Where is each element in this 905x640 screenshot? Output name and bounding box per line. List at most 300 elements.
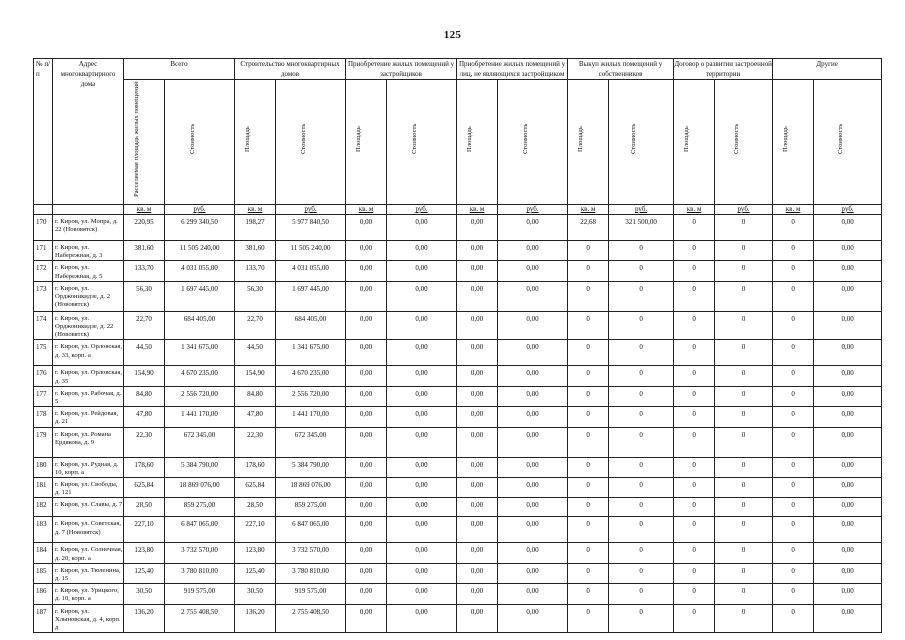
cell-cost: 0,00 [498,563,568,583]
cell-area: 0,00 [346,498,387,517]
cell-cost: 0,00 [814,340,882,366]
cell-cost: 0,00 [498,215,568,241]
row-address: г. Киров, ул. Набережная, д. 5 [53,261,124,281]
cell-area: 0 [568,543,609,563]
subheader-label: Стоимость [732,123,740,155]
cell-cost: 5 384 790,00 [276,457,346,477]
cell-cost: 0 [609,311,674,340]
table-row [34,340,882,366]
table-row [34,427,882,457]
subheader-label: Площадь [466,126,474,152]
table-row [34,386,882,406]
table-row [34,498,882,517]
cell-area: 0,00 [346,407,387,427]
cell-cost: 0,00 [498,281,568,311]
row-number: 170 [34,215,53,241]
row-number: 184 [34,543,53,563]
row-address: г. Киров, ул. Орловская, д. 33, корп. а [53,340,124,366]
cell-area: 0 [568,517,609,543]
cell-cost: 0 [715,340,773,366]
cell-area: 0 [773,407,814,427]
cell-area: 0,00 [457,215,498,241]
cell-area: 0 [773,427,814,457]
cell-area: 0 [674,584,715,604]
cell-area: 28,50 [235,498,276,517]
cell-area: 0 [674,311,715,340]
cell-area: 0,00 [346,517,387,543]
cell-cost: 0 [715,498,773,517]
cell-cost: 0 [715,427,773,457]
table-row [34,407,882,427]
cell-cost: 0,00 [814,478,882,498]
unit-label: руб. [814,205,882,215]
cell-area: 0,00 [457,407,498,427]
cell-cost: 0 [609,366,674,386]
cell-area: 227,10 [235,517,276,543]
cell-area: 0,00 [346,457,387,477]
row-address: г. Киров, ул. Свободы, д. 121 [53,478,124,498]
cell-area: 0 [674,517,715,543]
row-number: 182 [34,498,53,517]
row-address: г. Киров, ул. Солнечная, д. 20, корп. а [53,543,124,563]
cell-area: 0 [773,311,814,340]
cell-cost: 1 697 445,00 [165,281,235,311]
cell-cost: 0,00 [814,543,882,563]
cell-cost: 0,00 [814,584,882,604]
table-row [34,281,882,311]
cell-area: 0 [568,241,609,261]
cell-cost: 0 [609,340,674,366]
row-address: г. Киров, ул. Набережная, д. 3 [53,241,124,261]
subheader-label: Стоимость [630,123,638,155]
cell-area: 0,00 [457,427,498,457]
cell-area: 22,30 [235,427,276,457]
cell-area: 0 [773,563,814,583]
cell-area: 0 [674,563,715,583]
header-group-total: Всего [124,59,235,80]
row-address: г. Киров, ул. Славы, д. 7 [53,498,124,517]
unit-label: руб. [276,205,346,215]
table-row [34,241,882,261]
cell-area: 0,00 [346,366,387,386]
subheader-area [346,80,387,205]
table-row [34,261,882,281]
cell-cost: 1 341 675,00 [165,340,235,366]
cell-cost: 3 780 810,00 [165,563,235,583]
table-row [34,366,882,386]
cell-cost: 0,00 [498,261,568,281]
cell-cost: 0,00 [814,215,882,241]
cell-cost: 4 670 235,00 [276,366,346,386]
cell-cost: 0 [715,604,773,633]
cell-cost: 0 [715,311,773,340]
cell-area: 178,60 [124,457,165,477]
cell-cost: 3 732 570,00 [165,543,235,563]
cell-area: 44,50 [124,340,165,366]
row-address: г. Киров, ул. Рудная, д. 10, корп. а [53,457,124,477]
row-number: 178 [34,407,53,427]
cell-area: 0 [568,457,609,477]
table-row [34,457,882,477]
cell-area: 0 [568,366,609,386]
cell-cost: 0 [715,517,773,543]
units-blank [34,205,53,215]
cell-cost: 0,00 [387,543,457,563]
row-number: 185 [34,563,53,583]
cell-cost: 0,00 [387,427,457,457]
cell-area: 0 [568,584,609,604]
subheader-label: Площадь [355,126,363,152]
row-address: г. Киров, ул. Романа Ердякова, д. 9 [53,427,124,457]
header-group-buyout-owners: Выкуп жилых помещений у собственников [568,59,674,80]
cell-area: 0,00 [346,584,387,604]
cell-cost: 0 [715,407,773,427]
cell-cost: 0,00 [498,427,568,457]
cell-cost: 0,00 [387,478,457,498]
cell-cost: 5 384 790,00 [165,457,235,477]
cell-area: 123,80 [124,543,165,563]
cell-cost: 0,00 [498,457,568,477]
cell-cost: 0,00 [814,563,882,583]
cell-area: 0 [674,386,715,406]
row-number: 176 [34,366,53,386]
cell-area: 0,00 [346,478,387,498]
cell-cost: 0,00 [387,563,457,583]
cell-area: 0 [773,281,814,311]
resettlement-table [33,58,882,633]
cell-cost: 0,00 [498,543,568,563]
cell-area: 0,00 [346,543,387,563]
cell-cost: 684 405,00 [165,311,235,340]
subheader-cost [609,80,674,205]
row-address: г. Киров, ул. Советская, д. 7 (Нововятск) [53,517,124,543]
cell-cost: 11 505 240,00 [165,241,235,261]
cell-area: 28,50 [124,498,165,517]
cell-area: 381,60 [124,241,165,261]
cell-area: 0,00 [457,340,498,366]
row-address: г. Киров, ул. Орловская, д. 35 [53,366,124,386]
cell-area: 0 [773,604,814,633]
cell-area: 0,00 [457,604,498,633]
cell-cost: 5 977 840,50 [276,215,346,241]
row-number: 181 [34,478,53,498]
cell-area: 0 [674,427,715,457]
subheader-area [674,80,715,205]
cell-cost: 0,00 [387,604,457,633]
cell-area: 30,50 [235,584,276,604]
cell-cost: 0,00 [498,386,568,406]
cell-area: 0 [568,427,609,457]
cell-cost: 0,00 [498,584,568,604]
row-address: г. Киров, ул. Тюленина, д. 15 [53,563,124,583]
cell-cost: 0 [609,498,674,517]
cell-cost: 0 [609,457,674,477]
cell-cost: 4 031 055,00 [276,261,346,281]
cell-cost: 1 697 445,00 [276,281,346,311]
cell-area: 0 [773,215,814,241]
subheader-cost [387,80,457,205]
cell-area: 0,00 [346,281,387,311]
table-row [34,584,882,604]
cell-cost: 0 [715,457,773,477]
cell-cost: 6 847 065,00 [165,517,235,543]
cell-area: 0 [674,478,715,498]
row-number: 173 [34,281,53,311]
cell-cost: 0,00 [387,498,457,517]
cell-area: 47,80 [235,407,276,427]
cell-area: 0 [674,498,715,517]
cell-area: 0 [674,261,715,281]
cell-cost: 919 575,00 [276,584,346,604]
page-number: 125 [443,29,462,41]
cell-area: 56,30 [124,281,165,311]
cell-cost: 0,00 [498,517,568,543]
unit-label: кв. м [674,205,715,215]
cell-area: 381,60 [235,241,276,261]
cell-area: 0 [773,543,814,563]
cell-area: 136,20 [235,604,276,633]
subheader-label: Стоимость [299,123,307,155]
cell-area: 22,70 [124,311,165,340]
cell-area: 0 [674,604,715,633]
cell-area: 0,00 [457,478,498,498]
row-number: 187 [34,604,53,633]
row-number: 177 [34,386,53,406]
cell-cost: 0,00 [814,241,882,261]
unit-label: руб. [609,205,674,215]
cell-area: 154,90 [124,366,165,386]
cell-cost: 0 [609,563,674,583]
cell-area: 0,00 [346,386,387,406]
cell-cost: 0,00 [814,407,882,427]
subheader-area [457,80,498,205]
table-row [34,517,882,543]
cell-area: 0 [568,261,609,281]
cell-cost: 0,00 [387,386,457,406]
cell-cost: 672 345,00 [165,427,235,457]
subheader-label: Стоимость [188,123,196,155]
cell-area: 84,80 [235,386,276,406]
cell-area: 123,80 [235,543,276,563]
cell-area: 0 [773,241,814,261]
cell-cost: 11 505 240,00 [276,241,346,261]
cell-cost: 2 556 720,00 [165,386,235,406]
table-row [34,604,882,633]
cell-cost: 0,00 [498,311,568,340]
cell-area: 0,00 [457,261,498,281]
cell-cost: 2 755 408,50 [276,604,346,633]
cell-area: 125,40 [124,563,165,583]
cell-cost: 1 441 170,00 [276,407,346,427]
cell-area: 133,70 [124,261,165,281]
cell-area: 0,00 [457,386,498,406]
unit-label: кв. м [568,205,609,215]
cell-area: 0 [773,261,814,281]
unit-label: кв. м [773,205,814,215]
cell-area: 0 [773,386,814,406]
cell-cost: 0,00 [387,584,457,604]
cell-area: 0 [568,340,609,366]
cell-cost: 4 670 235,00 [165,366,235,386]
cell-cost: 0,00 [814,517,882,543]
cell-cost: 0,00 [387,215,457,241]
cell-area: 0 [674,215,715,241]
cell-area: 0 [773,340,814,366]
cell-cost: 0 [609,281,674,311]
cell-cost: 0,00 [387,340,457,366]
cell-cost: 0,00 [814,386,882,406]
subheader-cost [715,80,773,205]
cell-area: 22,30 [124,427,165,457]
cell-cost: 0 [715,478,773,498]
subheader-area [124,80,165,205]
row-number: 183 [34,517,53,543]
cell-area: 56,30 [235,281,276,311]
cell-cost: 0 [715,386,773,406]
row-address: г. Киров, ул. Рейдовая, д. 21 [53,407,124,427]
cell-area: 22,68 [568,215,609,241]
cell-area: 0 [773,478,814,498]
cell-cost: 0 [609,386,674,406]
cell-area: 30,50 [124,584,165,604]
cell-cost: 0 [609,261,674,281]
subheader-area [568,80,609,205]
row-address: г. Киров, ул. Урицкого, д. 10, корп. а [53,584,124,604]
row-number: 175 [34,340,53,366]
cell-cost: 0,00 [498,241,568,261]
cell-area: 22,70 [235,311,276,340]
cell-cost: 2 755 408,50 [165,604,235,633]
cell-cost: 0 [609,604,674,633]
subheader-label: Площадь [683,126,691,152]
unit-label: руб. [498,205,568,215]
row-number: 186 [34,584,53,604]
subheader-label: Площадь [244,126,252,152]
cell-area: 0 [773,584,814,604]
unit-label: кв. м [457,205,498,215]
subheader-label: Стоимость [410,123,418,155]
cell-cost: 0,00 [498,604,568,633]
cell-area: 0,00 [457,311,498,340]
table-row [34,543,882,563]
subheader-label: Расселяемая площадь жилых помещений [133,81,140,197]
cell-cost: 684 405,00 [276,311,346,340]
cell-cost: 18 869 076,00 [165,478,235,498]
subheader-label: Стоимость [836,123,844,155]
header-group-other: Другие [773,59,882,80]
subheader-cost [276,80,346,205]
unit-label: руб. [165,205,235,215]
cell-cost: 0 [715,563,773,583]
cell-area: 0 [773,457,814,477]
cell-cost: 1 441 170,00 [165,407,235,427]
row-number: 171 [34,241,53,261]
cell-cost: 859 275,00 [165,498,235,517]
cell-area: 0 [674,407,715,427]
cell-cost: 0,00 [387,311,457,340]
row-address: г. Киров, ул. Мопра, д. 22 (Нововятск) [53,215,124,241]
subheader-area [773,80,814,205]
cell-area: 0 [674,543,715,563]
cell-area: 0,00 [346,563,387,583]
cell-cost: 0 [609,517,674,543]
cell-cost: 0 [609,427,674,457]
cell-area: 227,10 [124,517,165,543]
cell-area: 0,00 [346,604,387,633]
cell-cost: 0 [609,584,674,604]
table-row [34,311,882,340]
cell-cost: 0,00 [387,517,457,543]
table-row [34,478,882,498]
subheader-label: Площадь [577,126,585,152]
cell-area: 0,00 [457,366,498,386]
subheader-cost [498,80,568,205]
cell-cost: 0 [715,543,773,563]
header-address: Адрес многоквартирного дома [53,59,124,205]
cell-cost: 0,00 [814,366,882,386]
cell-cost: 4 031 055,00 [165,261,235,281]
row-address: г. Киров, ул. Хлыновская, д. 4, корп. д [53,604,124,633]
cell-area: 0,00 [457,584,498,604]
cell-area: 625,84 [235,478,276,498]
cell-cost: 0,00 [387,407,457,427]
cell-area: 0,00 [457,563,498,583]
header-no: № п/п [34,59,53,205]
header-group-territory-development: Договор о развитии застроенной территории [674,60,772,78]
cell-cost: 0,00 [814,498,882,517]
cell-cost: 0 [715,215,773,241]
cell-cost: 6 847 065,00 [276,517,346,543]
subheader-area [235,80,276,205]
cell-cost: 0,00 [498,366,568,386]
cell-area: 0,00 [457,517,498,543]
subheader-cost [165,80,235,205]
cell-area: 0 [568,281,609,311]
cell-cost: 0 [715,241,773,261]
cell-area: 136,20 [124,604,165,633]
header-group-purchase-developers: Приобретение жилых помещений у застройщиков [346,59,457,80]
cell-area: 44,50 [235,340,276,366]
cell-cost: 0,00 [498,498,568,517]
cell-area: 0 [773,366,814,386]
cell-area: 0 [674,457,715,477]
cell-cost: 3 732 570,00 [276,543,346,563]
cell-cost: 0 [609,543,674,563]
cell-area: 0 [568,407,609,427]
row-address: г. Киров, ул. Орджоникидзе, д. 2 (Нововятск) [53,281,124,311]
header-group-row [34,59,882,80]
cell-area: 625,84 [124,478,165,498]
unit-label: руб. [715,205,773,215]
row-number: 174 [34,311,53,340]
cell-area: 0,00 [346,340,387,366]
cell-cost: 0,00 [387,366,457,386]
cell-cost: 0 [609,407,674,427]
subheader-cost [814,80,882,205]
row-number: 180 [34,457,53,477]
cell-area: 154,90 [235,366,276,386]
cell-cost: 0,00 [814,261,882,281]
cell-area: 47,80 [124,407,165,427]
cell-area: 0 [773,517,814,543]
cell-area: 0 [568,498,609,517]
cell-area: 0 [568,386,609,406]
header-sub-row [34,80,882,205]
cell-cost: 0 [715,584,773,604]
cell-area: 178,60 [235,457,276,477]
cell-area: 0 [674,340,715,366]
cell-area: 0,00 [457,241,498,261]
